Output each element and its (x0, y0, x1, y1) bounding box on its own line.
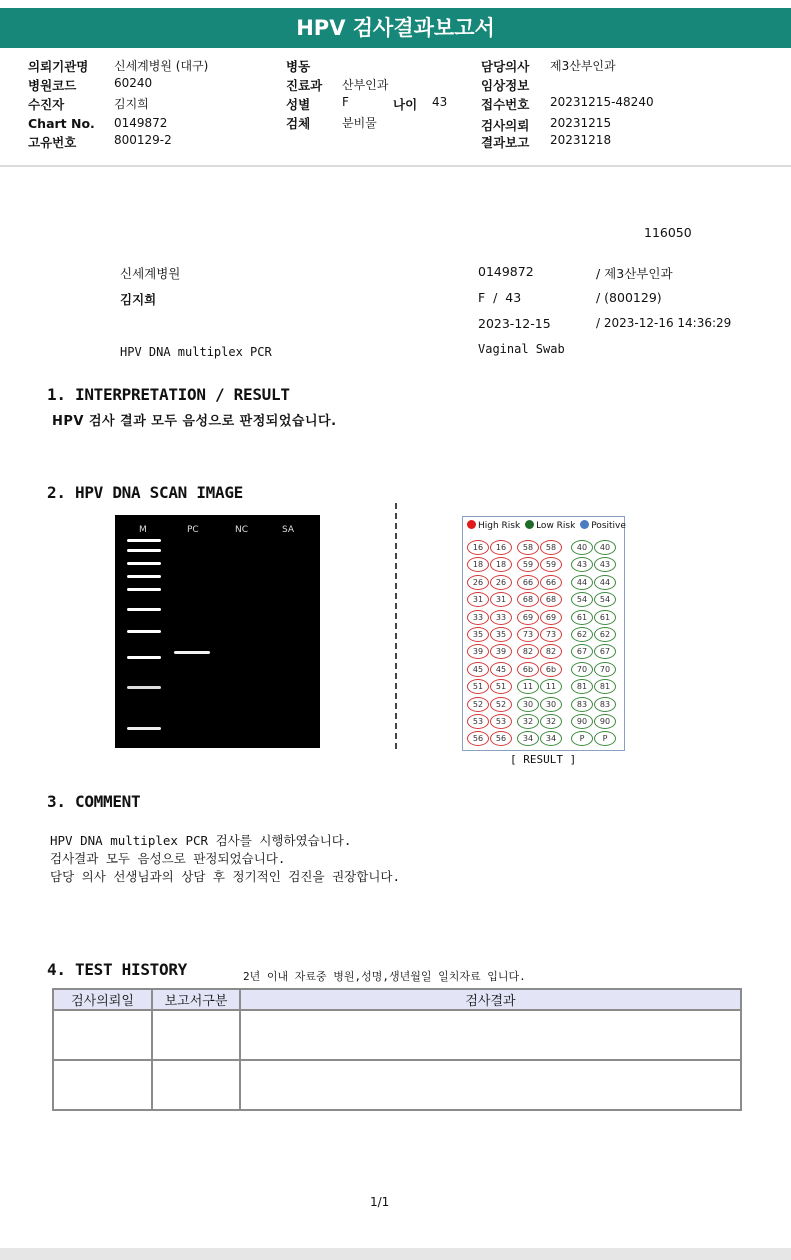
hpv-type-cell: 11 (540, 679, 562, 694)
hpv-type-cell: 35 (467, 627, 489, 642)
info-birth: / (800129) (596, 290, 662, 305)
hpv-type-cell: 70 (571, 662, 593, 677)
info-sex-age: F / 43 (478, 290, 522, 305)
chart-no-value: 0149872 (114, 116, 168, 130)
comment-block (50, 832, 400, 886)
hpv-type-cell: 61 (594, 610, 616, 625)
hpv-type-cell: 66 (540, 575, 562, 590)
section-3-title: 3. COMMENT (47, 792, 141, 811)
section-1-title: 1. INTERPRETATION / RESULT (47, 385, 290, 404)
hpv-type-cell: 59 (517, 557, 539, 572)
info-date2: / 2023-12-16 14:36:29 (596, 316, 732, 330)
legend-high-risk: High Risk (478, 521, 521, 531)
report-code: 116050 (644, 225, 692, 240)
hpv-type-cell: 45 (490, 662, 512, 677)
hpv-type-cell: 44 (571, 575, 593, 590)
hospital-label: 의뢰기관명 (28, 59, 89, 74)
table-cell (152, 1060, 240, 1110)
clinical-info-label: 임상정보 (481, 78, 530, 93)
hpv-type-cell: 43 (571, 557, 593, 572)
hpv-type-cell: 68 (517, 592, 539, 607)
low-risk-dot-icon (525, 520, 534, 529)
hpv-type-cell: 81 (571, 679, 593, 694)
hpv-type-cell: 16 (490, 540, 512, 555)
patient-label: 수진자 (28, 97, 65, 112)
hpv-type-cell: 51 (467, 679, 489, 694)
age-value: 43 (432, 95, 448, 109)
report-date-label: 결과보고 (481, 135, 530, 150)
sex-label: 성별 (286, 97, 311, 112)
col-result: 검사결과 (240, 989, 741, 1010)
hpv-type-cell: P (594, 731, 616, 746)
page-footer-bar (0, 1248, 791, 1260)
hpv-type-cell: 73 (540, 627, 562, 642)
hpv-type-cell: 81 (594, 679, 616, 694)
section-2-title: 2. HPV DNA SCAN IMAGE (47, 483, 243, 502)
hpv-type-cell: 62 (594, 627, 616, 642)
hospital-value: 신세계병원 (대구) (114, 59, 209, 73)
table-cell (53, 1060, 152, 1110)
test-history-table (52, 988, 742, 1111)
hpv-type-cell: 32 (540, 714, 562, 729)
info-test-name: HPV DNA multiplex PCR (120, 345, 272, 359)
hpv-type-cell: 31 (490, 592, 512, 607)
hpv-result-panel (462, 516, 625, 751)
hpv-type-cell: 67 (594, 644, 616, 659)
hpv-type-cell: 40 (594, 540, 616, 555)
hpv-type-cell: 6b (540, 662, 562, 677)
hpv-type-cell: 18 (490, 557, 512, 572)
hpv-type-cell: 53 (490, 714, 512, 729)
report-title: HPV 검사결과보고서 (0, 8, 791, 48)
hpv-type-cell: 16 (467, 540, 489, 555)
dept-label: 진료과 (286, 78, 323, 93)
request-date-value: 20231215 (550, 116, 612, 130)
hpv-type-cell: 62 (571, 627, 593, 642)
hpv-type-cell: 58 (540, 540, 562, 555)
doctor-value: 제3산부인과 (550, 59, 616, 73)
comment-line: 담당 의사 선생님과의 상담 후 정기적인 검진을 권장합니다. (50, 869, 401, 884)
doctor-label: 담당의사 (481, 59, 530, 74)
hpv-type-cell: 39 (467, 644, 489, 659)
hpv-type-cell: P (571, 731, 593, 746)
table-cell (53, 1010, 152, 1060)
hpv-type-cell: 51 (490, 679, 512, 694)
hpv-type-cell: 56 (467, 731, 489, 746)
hpv-type-cell: 52 (490, 697, 512, 712)
hpv-type-cell: 11 (517, 679, 539, 694)
hpv-type-cell: 34 (517, 731, 539, 746)
hpv-type-cell: 69 (540, 610, 562, 625)
table-header-row (53, 989, 741, 1010)
hpv-type-cell: 33 (490, 610, 512, 625)
hpv-type-cell: 90 (594, 714, 616, 729)
hpv-type-cell: 26 (467, 575, 489, 590)
hpv-type-cell: 69 (517, 610, 539, 625)
info-date1: 2023-12-15 (478, 316, 551, 331)
hpv-type-cell: 6b (517, 662, 539, 677)
hpv-type-cell: 44 (594, 575, 616, 590)
legend-low-risk: Low Risk (536, 521, 576, 531)
hpv-type-cell: 54 (594, 592, 616, 607)
info-patient: 김지희 (120, 292, 157, 307)
unique-no-label: 고유번호 (28, 135, 77, 150)
table-cell (240, 1060, 741, 1110)
gel-electrophoresis-image (117, 517, 318, 746)
comment-line: 검사결과 모두 음성으로 판정되었습니다. (50, 851, 286, 866)
hpv-type-cell: 52 (467, 697, 489, 712)
hospital-code-value: 60240 (114, 76, 153, 90)
hpv-type-cell: 58 (517, 540, 539, 555)
lane-label-pc: PC (187, 525, 199, 535)
hpv-type-cell: 40 (571, 540, 593, 555)
col-report-type: 보고서구분 (152, 989, 240, 1010)
table-row (53, 1060, 741, 1110)
hpv-type-cell: 54 (571, 592, 593, 607)
hpv-type-cell: 83 (594, 697, 616, 712)
hpv-type-cell: 66 (517, 575, 539, 590)
hospital-code-label: 병원코드 (28, 78, 77, 93)
image-divider (395, 503, 397, 749)
history-note: 2년 이내 자료중 병원,성명,생년월일 일치자료 입니다. (243, 970, 526, 983)
ward-label: 병동 (286, 59, 311, 74)
age-label: 나이 (393, 97, 418, 112)
hpv-type-cell: 30 (517, 697, 539, 712)
info-specimen: Vaginal Swab (478, 342, 565, 356)
hpv-type-cell: 26 (490, 575, 512, 590)
specimen-label: 검체 (286, 116, 311, 131)
hpv-type-cell: 30 (540, 697, 562, 712)
hpv-type-cell: 45 (467, 662, 489, 677)
hpv-type-cell: 39 (490, 644, 512, 659)
hpv-type-cell: 68 (540, 592, 562, 607)
table-row (53, 1010, 741, 1060)
page-number: 1/1 (370, 1195, 390, 1209)
col-request-date: 검사의뢰일 (53, 989, 152, 1010)
result-caption: [ RESULT ] (510, 753, 577, 766)
hpv-type-cell: 67 (571, 644, 593, 659)
hpv-type-cell: 59 (540, 557, 562, 572)
info-chart-no: 0149872 (478, 264, 534, 279)
unique-no-value: 800129-2 (114, 133, 172, 147)
high-risk-dot-icon (467, 520, 476, 529)
interpretation-text: HPV 검사 결과 모두 음성으로 판정되었습니다. (52, 414, 337, 429)
lane-label-nc: NC (235, 525, 249, 535)
info-hospital: 신세계병원 (120, 266, 181, 281)
sex-value: F (342, 95, 349, 109)
hpv-type-cell: 33 (467, 610, 489, 625)
hpv-type-cell: 35 (490, 627, 512, 642)
hpv-type-cell: 90 (571, 714, 593, 729)
header-divider (0, 165, 791, 167)
hpv-type-cell: 43 (594, 557, 616, 572)
hpv-type-cell: 61 (571, 610, 593, 625)
lane-label-sa: SA (282, 525, 295, 535)
comment-line: HPV DNA multiplex PCR 검사를 시행하였습니다. (50, 833, 352, 848)
hpv-type-cell: 70 (594, 662, 616, 677)
result-legend (467, 520, 626, 531)
report-date-value: 20231218 (550, 133, 612, 147)
hpv-type-cell: 53 (467, 714, 489, 729)
hpv-type-cell: 83 (571, 697, 593, 712)
receipt-no-value: 20231215-48240 (550, 95, 654, 109)
pc-band (174, 651, 210, 654)
dept-value: 산부인과 (342, 78, 389, 92)
patient-value: 김지희 (114, 97, 149, 111)
info-dept: / 제3산부인과 (596, 266, 673, 281)
specimen-value: 분비물 (342, 116, 377, 130)
hpv-type-cell: 82 (540, 644, 562, 659)
section-4-title: 4. TEST HISTORY (47, 960, 187, 979)
table-cell (240, 1010, 741, 1060)
hpv-type-cell: 56 (490, 731, 512, 746)
hpv-type-cell: 18 (467, 557, 489, 572)
hpv-type-cell: 73 (517, 627, 539, 642)
hpv-type-cell: 32 (517, 714, 539, 729)
table-cell (152, 1010, 240, 1060)
hpv-type-cell: 34 (540, 731, 562, 746)
request-date-label: 검사의뢰 (481, 118, 530, 133)
receipt-no-label: 접수번호 (481, 97, 530, 112)
positive-dot-icon (580, 520, 589, 529)
hpv-type-cell: 82 (517, 644, 539, 659)
hpv-type-cell: 31 (467, 592, 489, 607)
chart-no-label: Chart No. (28, 116, 95, 131)
lane-label-m: M (139, 525, 147, 535)
legend-positive: Positive (591, 521, 626, 531)
